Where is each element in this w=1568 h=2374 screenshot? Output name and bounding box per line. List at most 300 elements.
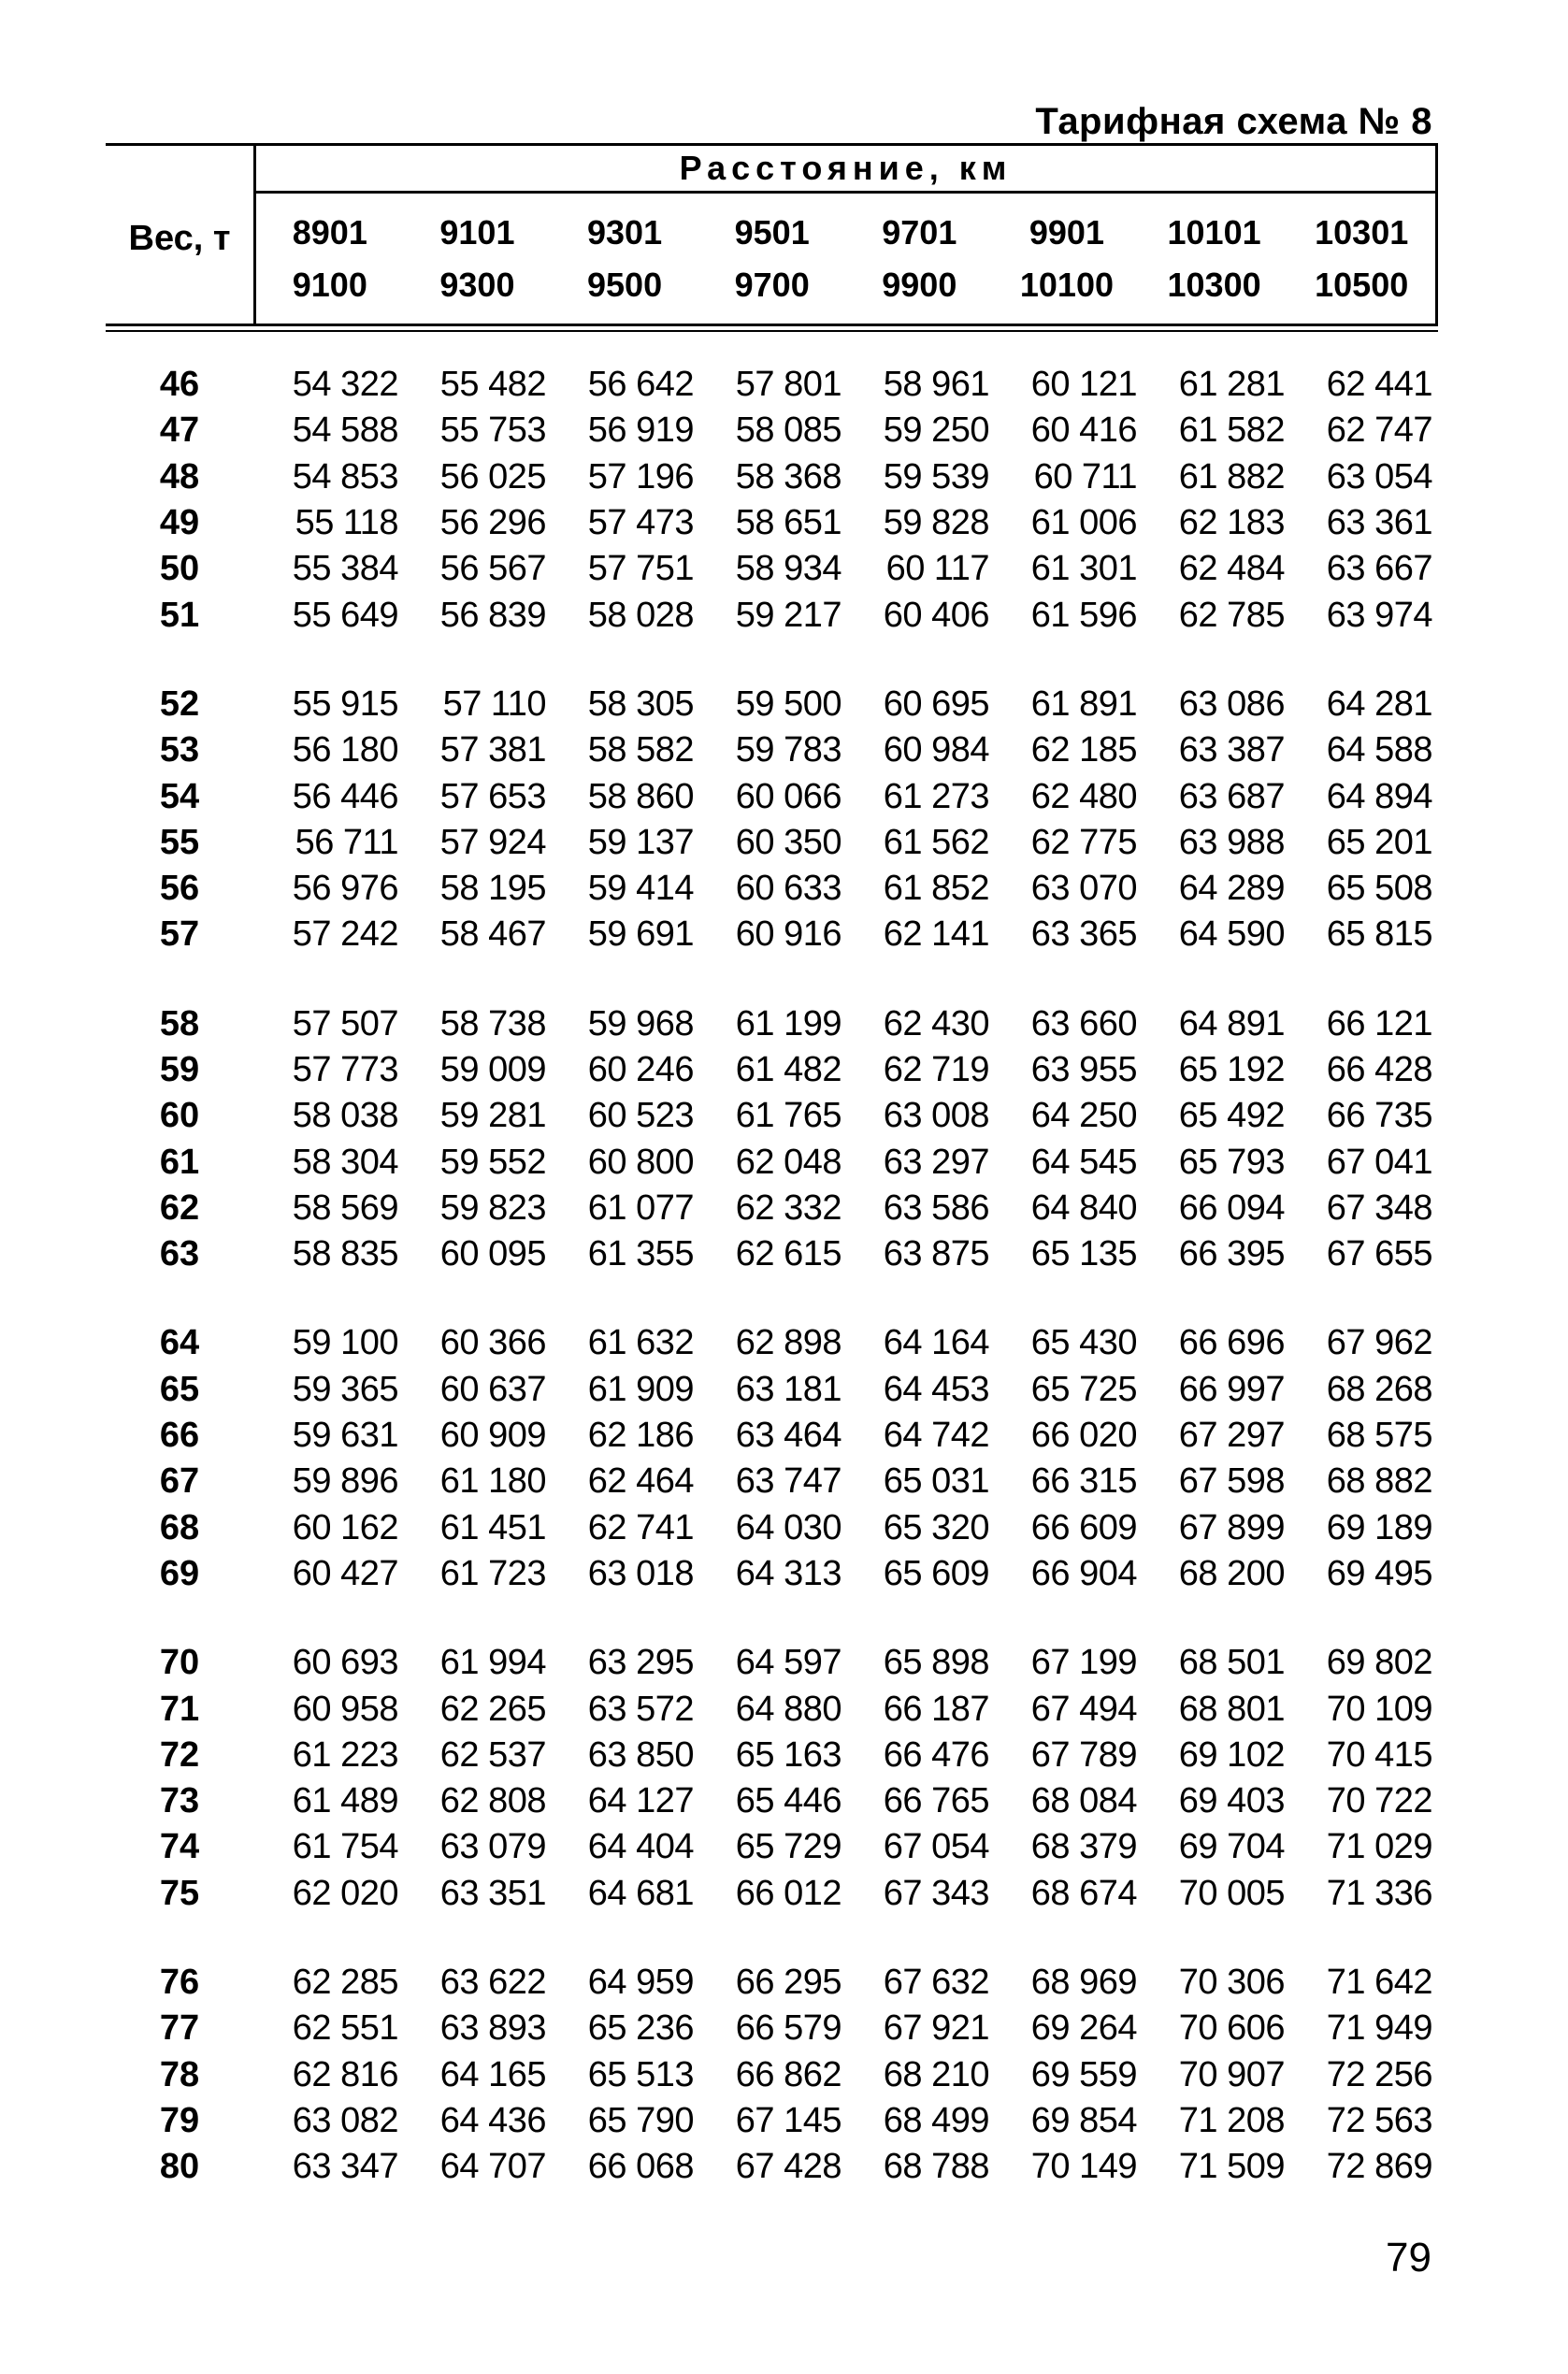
weight-cell: 53: [159, 730, 200, 770]
tariff-cell: 60 121: [1030, 365, 1137, 405]
tariff-cell: 63 008: [883, 1096, 989, 1136]
tariff-cell: 62 185: [1030, 730, 1137, 770]
tariff-cell: 72 256: [1326, 2054, 1432, 2094]
tariff-values: [256, 2055, 1438, 2095]
tariff-cell: 64 164: [883, 1323, 989, 1363]
tariff-cell: 66 735: [1326, 1096, 1432, 1136]
tariff-cell: 59 968: [587, 1003, 694, 1043]
tariff-cell: 58 934: [735, 549, 842, 589]
tariff-cell: 58 569: [292, 1187, 398, 1228]
weight-cell: 58: [159, 1003, 200, 1043]
tariff-cell: 68 200: [1178, 1553, 1285, 1593]
tariff-cell: 62 480: [1030, 776, 1137, 816]
tariff-cell: 64 404: [587, 1827, 694, 1867]
table-row: [106, 592, 1438, 638]
tariff-cell: 64 590: [1178, 914, 1285, 955]
tariff-cell: 64 681: [587, 1873, 694, 1913]
tariff-cell: 67 297: [1178, 1416, 1285, 1456]
tariff-values: [256, 777, 1438, 817]
tariff-values: [256, 2008, 1438, 2049]
tariff-cell: 57 110: [442, 683, 546, 724]
tariff-cell: 60 916: [735, 914, 842, 955]
range-to: 10100: [1019, 266, 1114, 304]
weight-cell: 76: [159, 1963, 200, 2003]
tariff-cell: 71 642: [1326, 1963, 1432, 2003]
tariff-values: [256, 1370, 1438, 1410]
tariff-cell: 62 332: [735, 1187, 842, 1228]
tariff-cell: 59 009: [439, 1050, 546, 1089]
tariff-cell: 66 696: [1178, 1323, 1285, 1363]
tariff-cell: 66 997: [1178, 1369, 1285, 1409]
table-row: [106, 1367, 1438, 1413]
weight-cell: 57: [159, 914, 200, 955]
tariff-cell: 64 165: [439, 2054, 546, 2094]
tariff-cell: 63 018: [587, 1553, 694, 1593]
weight-cell: 60: [159, 1096, 200, 1136]
tariff-cell: 59 783: [735, 730, 842, 770]
tariff-cell: 64 840: [1030, 1187, 1137, 1228]
tariff-cell: 57 924: [439, 822, 546, 862]
table-row: [106, 1413, 1438, 1459]
tariff-cell: 58 195: [439, 869, 546, 909]
tariff-cell: 65 898: [883, 1643, 989, 1683]
tariff-values: [256, 730, 1438, 770]
table-row: [106, 1139, 1438, 1185]
tariff-cell: 69 559: [1030, 2054, 1137, 2094]
tariff-cell: 58 961: [883, 365, 989, 405]
tariff-cell: 65 201: [1326, 822, 1432, 862]
tariff-cell: 60 066: [735, 776, 842, 816]
tariff-cell: 62 265: [439, 1689, 546, 1729]
weight-cell: 63: [159, 1234, 200, 1274]
table-row: [106, 362, 1438, 408]
header-rule-thin: [106, 330, 1438, 332]
tariff-cell: 66 315: [1030, 1461, 1137, 1502]
tariff-cell: 60 427: [292, 1553, 398, 1593]
tariff-cell: 62 747: [1326, 410, 1432, 451]
tariff-cell: 63 297: [883, 1142, 989, 1182]
tariff-cell: 62 537: [439, 1734, 546, 1775]
table-row: [106, 1047, 1438, 1093]
weight-cell: 67: [159, 1461, 200, 1502]
tariff-cell: 61 273: [883, 776, 989, 816]
weight-cell: 66: [159, 1416, 200, 1456]
tariff-cell: 63 667: [1326, 549, 1432, 589]
range-from: 9101: [439, 213, 515, 252]
weight-cell: 61: [159, 1142, 200, 1182]
weight-cell: 80: [159, 2147, 200, 2187]
tariff-cell: 55 118: [295, 503, 398, 543]
tariff-values: [256, 1735, 1438, 1776]
tariff-cell: 63 054: [1326, 456, 1432, 496]
tariff-cell: 55 915: [292, 683, 398, 724]
table-row: [106, 1824, 1438, 1870]
tariff-cell: 59 823: [439, 1187, 546, 1228]
tariff-cell: 58 085: [735, 410, 842, 451]
tariff-cell: 71 336: [1326, 1873, 1432, 1913]
range-to: 9100: [292, 266, 367, 304]
row-group: [106, 682, 1438, 958]
weight-cell: 50: [159, 549, 200, 589]
range-from: 9901: [1029, 213, 1104, 252]
tariff-cell: 60 350: [735, 822, 842, 862]
table-body: [106, 362, 1438, 2190]
tariff-cell: 63 988: [1178, 822, 1285, 862]
tariff-cell: 54 853: [292, 456, 398, 496]
tariff-cell: 69 403: [1178, 1781, 1285, 1821]
tariff-cell: 61 596: [1030, 595, 1137, 635]
tariff-values: [256, 2101, 1438, 2141]
weight-cell: 65: [159, 1369, 200, 1409]
tariff-cell: 61 909: [587, 1369, 694, 1409]
tariff-cell: 63 295: [587, 1643, 694, 1683]
range-to: 9700: [734, 266, 810, 304]
table-row: [106, 682, 1438, 727]
tariff-cell: 64 250: [1030, 1096, 1137, 1136]
tariff-cell: 61 994: [439, 1643, 546, 1683]
weight-cell: 71: [159, 1689, 200, 1729]
tariff-cell: 72 563: [1326, 2100, 1432, 2140]
tariff-cell: 60 095: [439, 1234, 546, 1274]
weight-cell: 49: [159, 503, 200, 543]
tariff-cell: 59 414: [587, 869, 694, 909]
weight-cell: 62: [159, 1187, 200, 1228]
tariff-cell: 58 582: [587, 730, 694, 770]
tariff-cell: 64 281: [1326, 683, 1432, 724]
tariff-cell: 60 162: [292, 1507, 398, 1547]
tariff-values: [256, 1963, 1438, 2003]
row-group: [106, 1960, 1438, 2190]
weight-label: Вес, т: [128, 219, 231, 258]
tariff-cell: 61 301: [1030, 549, 1137, 589]
tariff-cell: 57 507: [292, 1003, 398, 1043]
tariff-cell: 60 984: [883, 730, 989, 770]
tariff-cell: 63 347: [292, 2147, 398, 2187]
distance-range-cell: [698, 194, 846, 324]
range-to: 9300: [439, 266, 515, 304]
page-number: 79: [1386, 2235, 1431, 2280]
tariff-cell: 63 747: [735, 1461, 842, 1502]
tariff-cell: 55 482: [439, 365, 546, 405]
tariff-cell: 66 609: [1030, 1507, 1137, 1547]
tariff-cell: 55 753: [439, 410, 546, 451]
tariff-cell: 62 285: [292, 1963, 398, 2003]
tariff-cell: 66 187: [883, 1689, 989, 1729]
tariff-cell: 65 320: [883, 1507, 989, 1547]
tariff-values: [256, 1143, 1438, 1183]
row-group: [106, 1001, 1438, 1278]
weight-cell: 48: [159, 456, 200, 496]
tariff-cell: 56 180: [292, 730, 398, 770]
tariff-values: [256, 1188, 1438, 1229]
tariff-cell: 68 801: [1178, 1689, 1285, 1729]
tariff-cell: 59 552: [439, 1142, 546, 1182]
range-from: 8901: [292, 213, 367, 252]
tariff-values: [256, 2147, 1438, 2187]
table-row: [106, 408, 1438, 453]
distance-range-cell: [404, 194, 552, 324]
tariff-values: [256, 596, 1438, 636]
tariff-cell: 72 869: [1326, 2147, 1432, 2187]
tariff-values: [256, 365, 1438, 405]
table-row: [106, 773, 1438, 819]
tariff-cell: 67 343: [883, 1873, 989, 1913]
tariff-cell: 61 489: [292, 1781, 398, 1821]
tariff-cell: 56 567: [439, 549, 546, 589]
tariff-cell: 67 899: [1178, 1507, 1285, 1547]
tariff-cell: 71 949: [1326, 2008, 1432, 2049]
weight-cell: 69: [159, 1553, 200, 1593]
tariff-cell: 58 305: [587, 683, 694, 724]
tariff-cell: 63 974: [1326, 595, 1432, 635]
distance-range-cell: [1141, 194, 1288, 324]
tariff-cell: 68 501: [1178, 1643, 1285, 1683]
tariff-cell: 60 958: [292, 1689, 398, 1729]
tariff-cell: 64 453: [883, 1369, 989, 1409]
tariff-cell: 63 351: [439, 1873, 546, 1913]
tariff-cell: 64 742: [883, 1416, 989, 1456]
tariff-values: [256, 1050, 1438, 1090]
tariff-values: [256, 869, 1438, 909]
tariff-cell: 64 597: [735, 1643, 842, 1683]
tariff-cell: 67 054: [883, 1827, 989, 1867]
tariff-cell: 69 495: [1326, 1553, 1432, 1593]
tariff-cell: 68 084: [1030, 1781, 1137, 1821]
tariff-cell: 57 196: [587, 456, 694, 496]
weight-cell: 54: [159, 776, 200, 816]
tariff-cell: 63 070: [1030, 869, 1137, 909]
tariff-cell: 66 428: [1326, 1050, 1432, 1089]
tariff-cell: 59 100: [292, 1323, 398, 1363]
tariff-cell: 63 875: [883, 1234, 989, 1274]
tariff-cell: 65 031: [883, 1461, 989, 1502]
tariff-values: [256, 503, 1438, 543]
tariff-cell: 69 802: [1326, 1643, 1432, 1683]
table-row: [106, 2052, 1438, 2098]
tariff-cell: 67 655: [1326, 1234, 1432, 1274]
tariff-cell: 70 149: [1030, 2147, 1137, 2187]
table-row: [106, 546, 1438, 592]
tariff-cell: 60 246: [587, 1050, 694, 1089]
tariff-cell: 67 632: [883, 1963, 989, 2003]
tariff-cell: 67 921: [883, 2008, 989, 2049]
tariff-cell: 66 020: [1030, 1416, 1137, 1456]
tariff-cell: 65 508: [1326, 869, 1432, 909]
tariff-values: [256, 1323, 1438, 1363]
tariff-cell: 65 790: [587, 2100, 694, 2140]
tariff-cell: 58 028: [587, 595, 694, 635]
tariff-cell: 58 368: [735, 456, 842, 496]
tariff-cell: 62 183: [1178, 503, 1285, 543]
tariff-cell: 59 828: [883, 503, 989, 543]
tariff-cell: 61 723: [439, 1553, 546, 1593]
distance-range-cell: [551, 194, 698, 324]
tariff-cell: 61 765: [735, 1096, 842, 1136]
tariff-cell: 61 632: [587, 1323, 694, 1363]
distance-range-cell: [1287, 194, 1435, 324]
table-row: [106, 1778, 1438, 1824]
tariff-cell: 61 451: [439, 1507, 546, 1547]
weight-cell: 59: [159, 1050, 200, 1089]
tariff-values: [256, 823, 1438, 863]
tariff-cell: 69 704: [1178, 1827, 1285, 1867]
tariff-cell: 62 186: [587, 1416, 694, 1456]
weight-cell: 75: [159, 1873, 200, 1913]
range-from: 10101: [1167, 213, 1261, 252]
tariff-cell: 65 609: [883, 1553, 989, 1593]
tariff-cell: 67 494: [1030, 1689, 1137, 1729]
tariff-cell: 69 102: [1178, 1734, 1285, 1775]
tariff-cell: 62 020: [292, 1873, 398, 1913]
tariff-cell: 59 137: [587, 822, 694, 862]
range-to: 10300: [1167, 266, 1261, 304]
tariff-cell: 54 588: [292, 410, 398, 451]
tariff-cell: 63 687: [1178, 776, 1285, 816]
tariff-cell: 64 436: [439, 2100, 546, 2140]
tariff-cell: 61 355: [587, 1234, 694, 1274]
tariff-cell: 60 693: [292, 1643, 398, 1683]
tariff-cell: 66 068: [587, 2147, 694, 2187]
tariff-cell: 68 499: [883, 2100, 989, 2140]
tariff-cell: 71 509: [1178, 2147, 1285, 2187]
tariff-cell: 61 852: [883, 869, 989, 909]
table-row: [106, 1505, 1438, 1551]
weight-cell: 68: [159, 1507, 200, 1547]
distance-title: Расстояние, км: [256, 146, 1435, 194]
tariff-cell: 61 891: [1030, 683, 1137, 724]
table-row: [106, 1960, 1438, 2006]
tariff-cell: 56 839: [439, 595, 546, 635]
tariff-cell: 59 896: [292, 1461, 398, 1502]
tariff-cell: 62 430: [883, 1003, 989, 1043]
tariff-cell: 59 250: [883, 410, 989, 451]
tariff-values: [256, 1827, 1438, 1867]
tariff-cell: 56 025: [439, 456, 546, 496]
tariff-cell: 61 882: [1178, 456, 1285, 496]
tariff-cell: 61 006: [1030, 503, 1137, 543]
weight-cell: 78: [159, 2054, 200, 2094]
tariff-cell: 59 281: [439, 1096, 546, 1136]
table-row: [106, 2006, 1438, 2051]
tariff-values: [256, 1781, 1438, 1821]
tariff-cell: 57 751: [587, 549, 694, 589]
table-row: [106, 2144, 1438, 2190]
tariff-cell: 66 121: [1326, 1003, 1432, 1043]
tariff-cell: 66 862: [735, 2054, 842, 2094]
tariff-cell: 56 711: [295, 822, 398, 862]
tariff-cell: 56 919: [587, 410, 694, 451]
tariff-cell: 55 649: [292, 595, 398, 635]
tariff-cell: 59 500: [735, 683, 842, 724]
tariff-cell: 62 808: [439, 1781, 546, 1821]
tariff-cell: 63 572: [587, 1689, 694, 1729]
tariff-cell: 68 882: [1326, 1461, 1432, 1502]
tariff-cell: 63 586: [883, 1187, 989, 1228]
tariff-cell: 63 361: [1326, 503, 1432, 543]
tariff-values: [256, 1416, 1438, 1456]
tariff-cell: 63 181: [735, 1369, 842, 1409]
range-to: 10500: [1315, 266, 1409, 304]
tariff-cell: 65 236: [587, 2008, 694, 2049]
tariff-values: [256, 549, 1438, 589]
row-group: [106, 362, 1438, 639]
tariff-cell: 63 387: [1178, 730, 1285, 770]
tariff-cell: 65 163: [735, 1734, 842, 1775]
tariff-cell: 65 430: [1030, 1323, 1137, 1363]
tariff-cell: 63 622: [439, 1963, 546, 2003]
tariff-cell: 64 545: [1030, 1142, 1137, 1182]
tariff-cell: 67 428: [735, 2147, 842, 2187]
tariff-cell: 61 562: [883, 822, 989, 862]
tariff-cell: 58 467: [439, 914, 546, 955]
table-row: [106, 454, 1438, 500]
tariff-cell: 61 077: [587, 1187, 694, 1228]
tariff-cell: 61 281: [1178, 365, 1285, 405]
tariff-cell: 68 379: [1030, 1827, 1137, 1867]
table-row: [106, 1320, 1438, 1366]
tariff-cell: 65 729: [735, 1827, 842, 1867]
table-row: [106, 1640, 1438, 1686]
tariff-cell: 66 765: [883, 1781, 989, 1821]
weight-cell: 55: [159, 822, 200, 862]
table-row: [106, 1093, 1438, 1139]
tariff-cell: 65 815: [1326, 914, 1432, 955]
tariff-values: [256, 1874, 1438, 1914]
tariff-cell: 61 199: [735, 1003, 842, 1043]
tariff-cell: 57 773: [292, 1050, 398, 1089]
tariff-cell: 58 304: [292, 1142, 398, 1182]
tariff-cell: 70 109: [1326, 1689, 1432, 1729]
table-row: [106, 1231, 1438, 1277]
tariff-cell: 64 289: [1178, 869, 1285, 909]
tariff-cell: 65 725: [1030, 1369, 1137, 1409]
table-row: [106, 500, 1438, 546]
tariff-cell: 57 381: [439, 730, 546, 770]
tariff-values: [256, 914, 1438, 955]
weight-cell: 51: [159, 595, 200, 635]
tariff-cell: 66 904: [1030, 1553, 1137, 1593]
tariff-cell: 60 695: [883, 683, 989, 724]
tariff-cell: 61 582: [1178, 410, 1285, 451]
tariff-cell: 57 653: [439, 776, 546, 816]
tariff-cell: 64 588: [1326, 730, 1432, 770]
tariff-cell: 64 707: [439, 2147, 546, 2187]
tariff-cell: 62 048: [735, 1142, 842, 1182]
tariff-cell: 58 038: [292, 1096, 398, 1136]
row-group: [106, 1640, 1438, 1917]
tariff-cell: 68 674: [1030, 1873, 1137, 1913]
tariff-cell: 62 775: [1030, 822, 1137, 862]
tariff-cell: 63 079: [439, 1827, 546, 1867]
tariff-values: [256, 1554, 1438, 1594]
range-from: 9701: [882, 213, 957, 252]
table-row: [106, 727, 1438, 773]
tariff-cell: 68 268: [1326, 1369, 1432, 1409]
distance-header: [256, 146, 1438, 324]
tariff-cell: 62 464: [587, 1461, 694, 1502]
tariff-cell: 60 416: [1030, 410, 1137, 451]
tariff-cell: 68 575: [1326, 1416, 1432, 1456]
tariff-cell: 61 180: [439, 1461, 546, 1502]
tariff-cell: 54 322: [292, 365, 398, 405]
tariff-values: [256, 1508, 1438, 1548]
tariff-cell: 66 395: [1178, 1234, 1285, 1274]
scheme-title: Тарифная схема № 8: [1035, 101, 1432, 142]
distance-ranges: [256, 194, 1435, 324]
tariff-cell: 63 086: [1178, 683, 1285, 724]
tariff-cell: 67 962: [1326, 1323, 1432, 1363]
range-to: 9500: [587, 266, 663, 304]
